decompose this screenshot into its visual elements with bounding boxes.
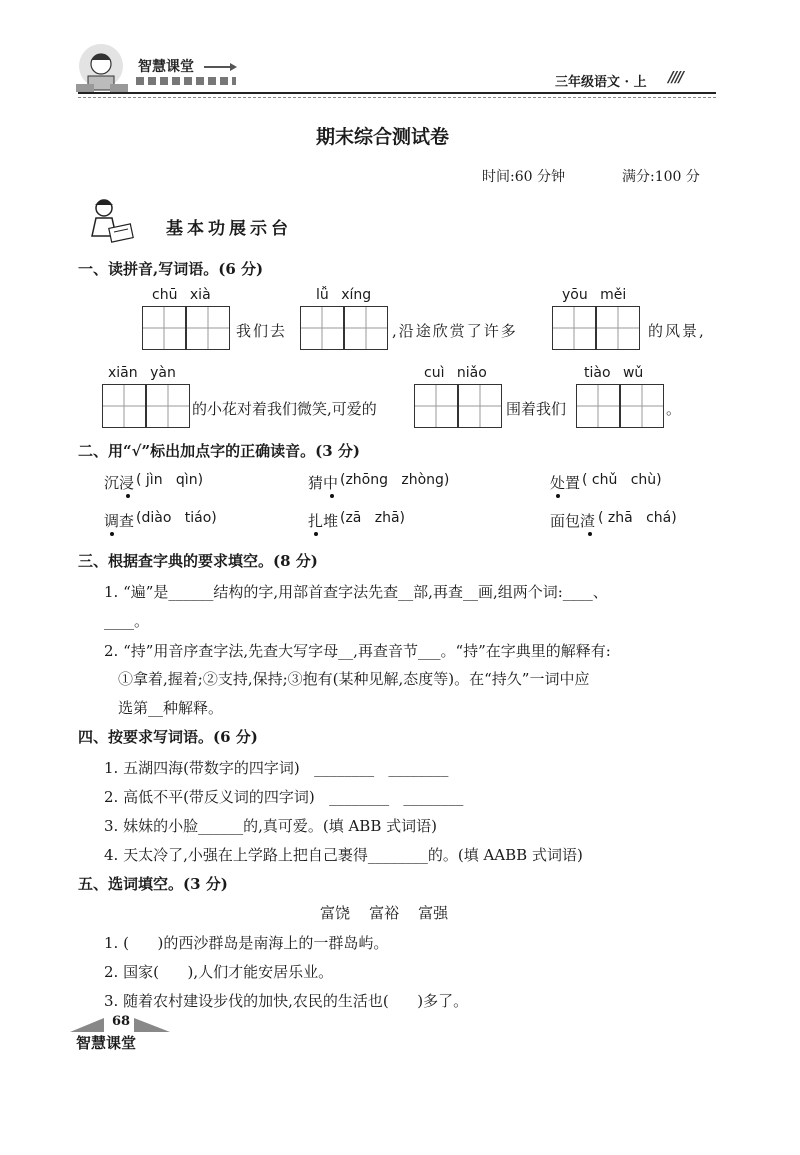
q2-options-4: (diào tiáo) [136,510,217,526]
q5-heading: 五、选词填空。(3 分) [78,875,228,893]
q2-heading: 二、用“√”标出加点字的正确读音。(3 分) [78,442,360,460]
q3-line-1: 1. “遍”是______结构的字,用部首查字法先查__部,再查__画,组两个词:____、 [104,583,608,601]
q1-text-2: ,沿途欣赏了许多 [392,322,518,340]
q4-item-4: 4. 天太冷了,小强在上学路上把自己裹得________的。(填 AABB 式词语) [104,846,583,864]
emphasis-dot [556,494,560,498]
header-checker-bar [136,77,236,85]
mascot-logo-icon [70,40,132,98]
q2-word-6: 面包渣 [550,512,596,530]
q1-text-5: 围着我们 [506,400,567,418]
q1-answer-box[interactable] [576,384,620,428]
emphasis-dot [330,494,334,498]
q2-word-2: 猜中 [308,474,339,492]
student-writing-icon [82,196,136,246]
q3-line-5: 选第__种解释。 [118,699,224,717]
q2-word-5: 扎堆 [308,512,339,530]
q1-pinyin-4: xiān yàn [108,365,176,381]
q1-answer-box[interactable] [458,384,502,428]
q2-options-6: ( zhā chá) [598,510,677,526]
q1-answer-box[interactable] [414,384,458,428]
q1-text-4: 的小花对着我们微笑,可爱的 [192,400,377,418]
full-score: 满分:100 分 [622,169,700,185]
page-title: 期末综合测试卷 [316,126,450,148]
header-rule [78,92,716,94]
header-dashed-rule [78,97,716,98]
header-slashes: //// [668,68,682,86]
q1-answer-box[interactable] [596,306,640,350]
q1-answer-box[interactable] [300,306,344,350]
header-grade: 三年级语文 · 上 [555,75,647,90]
q3-line-2: ____。 [104,612,150,630]
page-number: 68 [112,1014,131,1029]
q2-options-5: (zā zhā) [340,510,406,526]
q1-answer-box[interactable] [186,306,230,350]
q4-heading: 四、按要求写词语。(6 分) [78,728,258,746]
q1-text-3: 的风景, [648,322,706,340]
footer-brand: 智慧课堂 [76,1034,137,1052]
q5-item-1: 1. ( )的西沙群岛是南海上的一群岛屿。 [104,934,389,952]
q1-answer-box[interactable] [552,306,596,350]
q3-line-3: 2. “持”用音序查字法,先查大写字母__,再查音节___。“持”在字典里的解释有: [104,642,611,660]
q1-pinyin-1: chū xià [152,287,211,303]
q4-item-3: 3. 妹妹的小脸______的,真可爱。(填 ABB 式词语) [104,817,437,835]
q2-word-4: 调查 [104,512,135,530]
q2-word-1: 沉浸 [104,474,135,492]
q5-item-2: 2. 国家( ),人们才能安居乐业。 [104,963,334,981]
q1-pinyin-2: lǚ xíng [316,287,372,303]
section-title: 基本功展示台 [166,219,292,239]
q1-pinyin-3: yōu měi [562,287,627,303]
q1-pinyin-6: tiào wǔ [584,365,644,381]
emphasis-dot [126,494,130,498]
q2-options-3: ( chǔ chù) [582,472,662,488]
q3-line-4: ①拿着,握着;②支持,保持;③抱有(某种见解,态度等)。在“持久”一词中应 [118,670,590,688]
q1-text-6: 。 [666,400,682,418]
emphasis-dot [314,532,318,536]
q1-answer-box[interactable] [620,384,664,428]
q1-text-1: 我们去 [236,322,288,340]
q3-heading: 三、根据查字典的要求填空。(8 分) [78,552,318,570]
time-limit: 时间:60 分钟 [482,169,565,185]
q2-word-3: 处置 [550,474,581,492]
header-brand: 智慧课堂 [138,59,194,75]
q1-pinyin-5: cuì niǎo [424,365,487,381]
q5-item-3: 3. 随着农村建设步伐的加快,农民的生活也( )多了。 [104,992,469,1010]
q4-item-2: 2. 高低不平(带反义词的四字词) ________ ________ [104,788,464,806]
q1-heading: 一、读拼音,写词语。(6 分) [78,260,264,278]
emphasis-dot [110,532,114,536]
q2-options-1: ( jìn qìn) [136,472,204,488]
q1-answer-box[interactable] [344,306,388,350]
q5-choices: 富饶 富裕 富强 [320,904,449,922]
q4-item-1: 1. 五湖四海(带数字的四字词) ________ ________ [104,759,449,777]
q2-options-2: (zhōng zhòng) [340,472,450,488]
emphasis-dot [588,532,592,536]
q1-answer-box[interactable] [146,384,190,428]
arrow-icon [204,62,238,72]
q1-answer-box[interactable] [142,306,186,350]
q1-answer-box[interactable] [102,384,146,428]
